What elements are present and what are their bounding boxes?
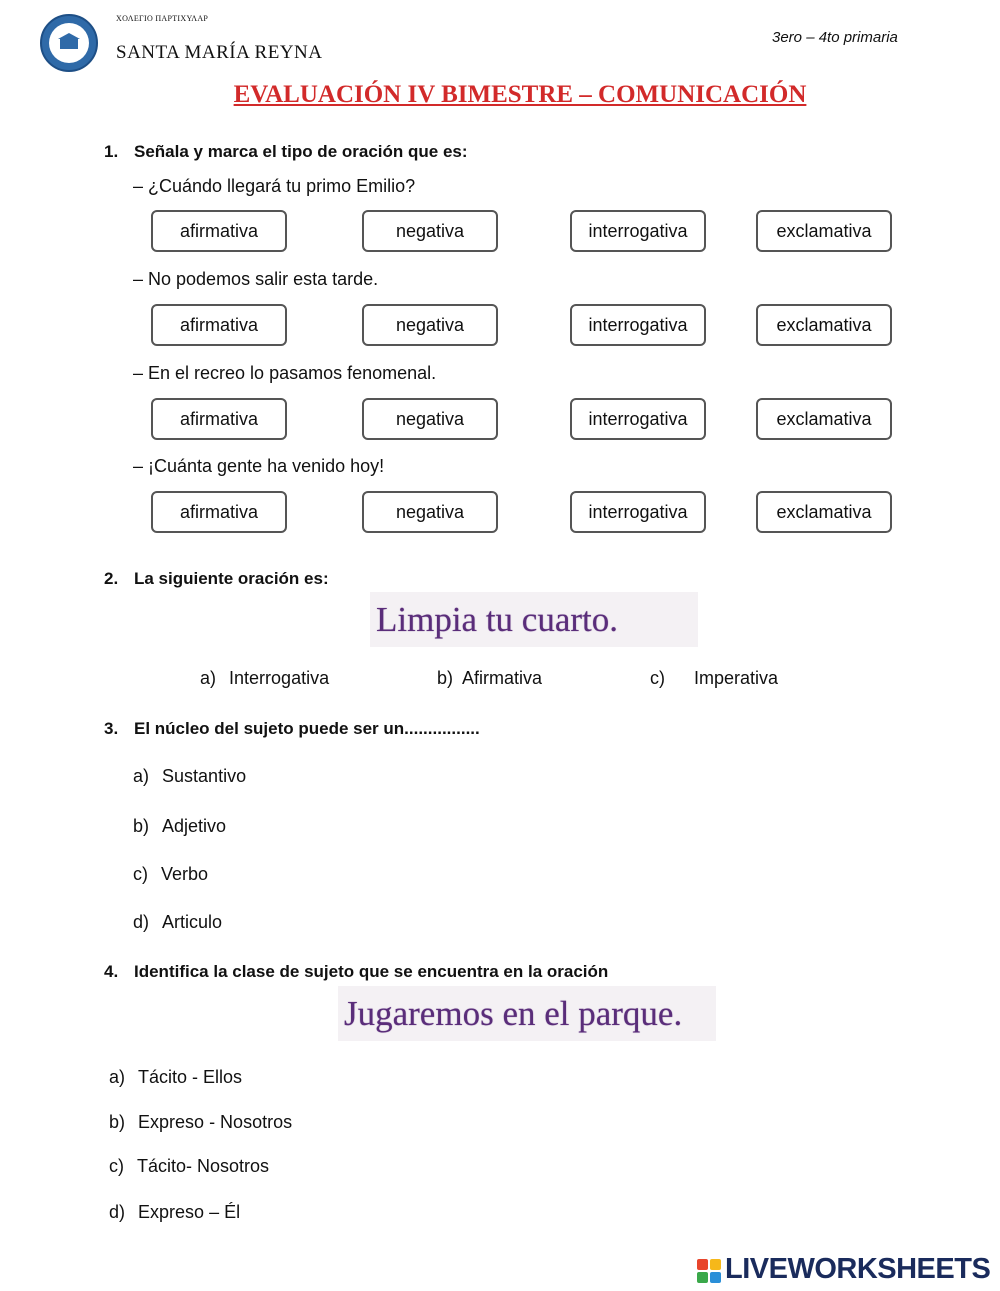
option-label: d) (109, 1202, 126, 1222)
question-number: 2. (104, 569, 119, 588)
page-title: EVALUACIÓN IV BIMESTRE – COMUNICACIÓN (233, 81, 807, 108)
grade-label: 3ero – 4to primaria (772, 29, 898, 46)
q3-option-a[interactable] (133, 766, 246, 787)
option-text: Tácito- Nosotros (137, 1156, 270, 1176)
q4-option-d[interactable] (109, 1202, 240, 1223)
option-label: d) (133, 912, 150, 932)
q1-sentence-2: – No podemos salir esta tarde. (133, 269, 379, 289)
q1-item3-option-exclamativa[interactable]: exclamativa (756, 398, 892, 440)
q1-sentence-3: – En el recreo lo pasamos fenomenal. (133, 363, 437, 383)
question-number: 1. (104, 142, 119, 161)
question-number: 3. (104, 719, 119, 738)
question-prompt: La siguiente oración es: (134, 569, 329, 588)
option-label: a) (133, 766, 150, 786)
q1-item3-option-negativa[interactable]: negativa (362, 398, 498, 440)
option-text: Sustantivo (162, 766, 247, 786)
option-label: c) (109, 1156, 124, 1176)
school-subtitle: ΧΟΛΕΓΙΟ ΠΑΡΤΙΧΥΛΑΡ (116, 14, 209, 23)
option-label: c) (650, 668, 665, 688)
q4-sentence-image: Jugaremos en el parque. (338, 986, 716, 1041)
school-logo (40, 14, 98, 72)
q4-option-c[interactable] (109, 1156, 269, 1177)
option-text: Expreso – Él (138, 1202, 241, 1222)
q1-item1-option-exclamativa[interactable]: exclamativa (756, 210, 892, 252)
q2-sentence-image: Limpia tu cuarto. (370, 592, 698, 647)
option-text: Interrogativa (229, 668, 330, 688)
option-text: Adjetivo (162, 816, 227, 836)
option-label: b) (109, 1112, 126, 1132)
q2-option-a[interactable] (200, 668, 329, 689)
option-text: Articulo (162, 912, 223, 932)
q4-option-a[interactable] (109, 1067, 242, 1088)
option-text: Imperativa (694, 668, 779, 688)
q1-item4-option-afirmativa[interactable]: afirmativa (151, 491, 287, 533)
q1-item2-option-interrogativa[interactable]: interrogativa (570, 304, 706, 346)
option-label: a) (200, 668, 217, 688)
q1-item3-option-afirmativa[interactable]: afirmativa (151, 398, 287, 440)
option-text: Expreso - Nosotros (138, 1112, 293, 1132)
question-number: 4. (104, 962, 119, 981)
q1-sentence-4: – ¡Cuánta gente ha venido hoy! (133, 456, 385, 476)
option-text: Tácito - Ellos (138, 1067, 243, 1087)
q1-item4-option-exclamativa[interactable]: exclamativa (756, 491, 892, 533)
question-prompt: Señala y marca el tipo de oración que es: (134, 142, 468, 161)
question-prompt: Identifica la clase de sujeto que se encuentra en la oración (134, 962, 609, 981)
question-prompt: El núcleo del sujeto puede ser un................ (134, 719, 480, 738)
option-text: Verbo (161, 864, 209, 884)
option-label: b) (133, 816, 150, 836)
q1-item4-option-negativa[interactable]: negativa (362, 491, 498, 533)
q2-option-c[interactable] (650, 668, 778, 689)
q1-item2-option-negativa[interactable]: negativa (362, 304, 498, 346)
q3-option-c[interactable] (133, 864, 208, 885)
option-label: c) (133, 864, 148, 884)
q1-sentence-1: – ¿Cuándo llegará tu primo Emilio? (133, 176, 416, 196)
school-crest-icon (49, 23, 89, 63)
q1-item1-option-interrogativa[interactable]: interrogativa (570, 210, 706, 252)
q1-item2-option-exclamativa[interactable]: exclamativa (756, 304, 892, 346)
q1-item4-option-interrogativa[interactable]: interrogativa (570, 491, 706, 533)
option-text: Afirmativa (462, 668, 543, 688)
liveworksheets-icon (697, 1259, 721, 1283)
q3-option-d[interactable] (133, 912, 222, 933)
school-name: SANTA MARÍA REYNA (116, 42, 323, 63)
option-label: a) (109, 1067, 126, 1087)
q4-option-b[interactable] (109, 1112, 292, 1133)
q1-item2-option-afirmativa[interactable]: afirmativa (151, 304, 287, 346)
q1-item3-option-interrogativa[interactable]: interrogativa (570, 398, 706, 440)
q1-item1-option-negativa[interactable]: negativa (362, 210, 498, 252)
q3-option-b[interactable] (133, 816, 226, 837)
liveworksheets-brand: LIVEWORKSHEETS (725, 1253, 991, 1285)
q2-option-b[interactable] (437, 668, 542, 689)
q1-item1-option-afirmativa[interactable]: afirmativa (151, 210, 287, 252)
option-label: b) (437, 668, 454, 688)
